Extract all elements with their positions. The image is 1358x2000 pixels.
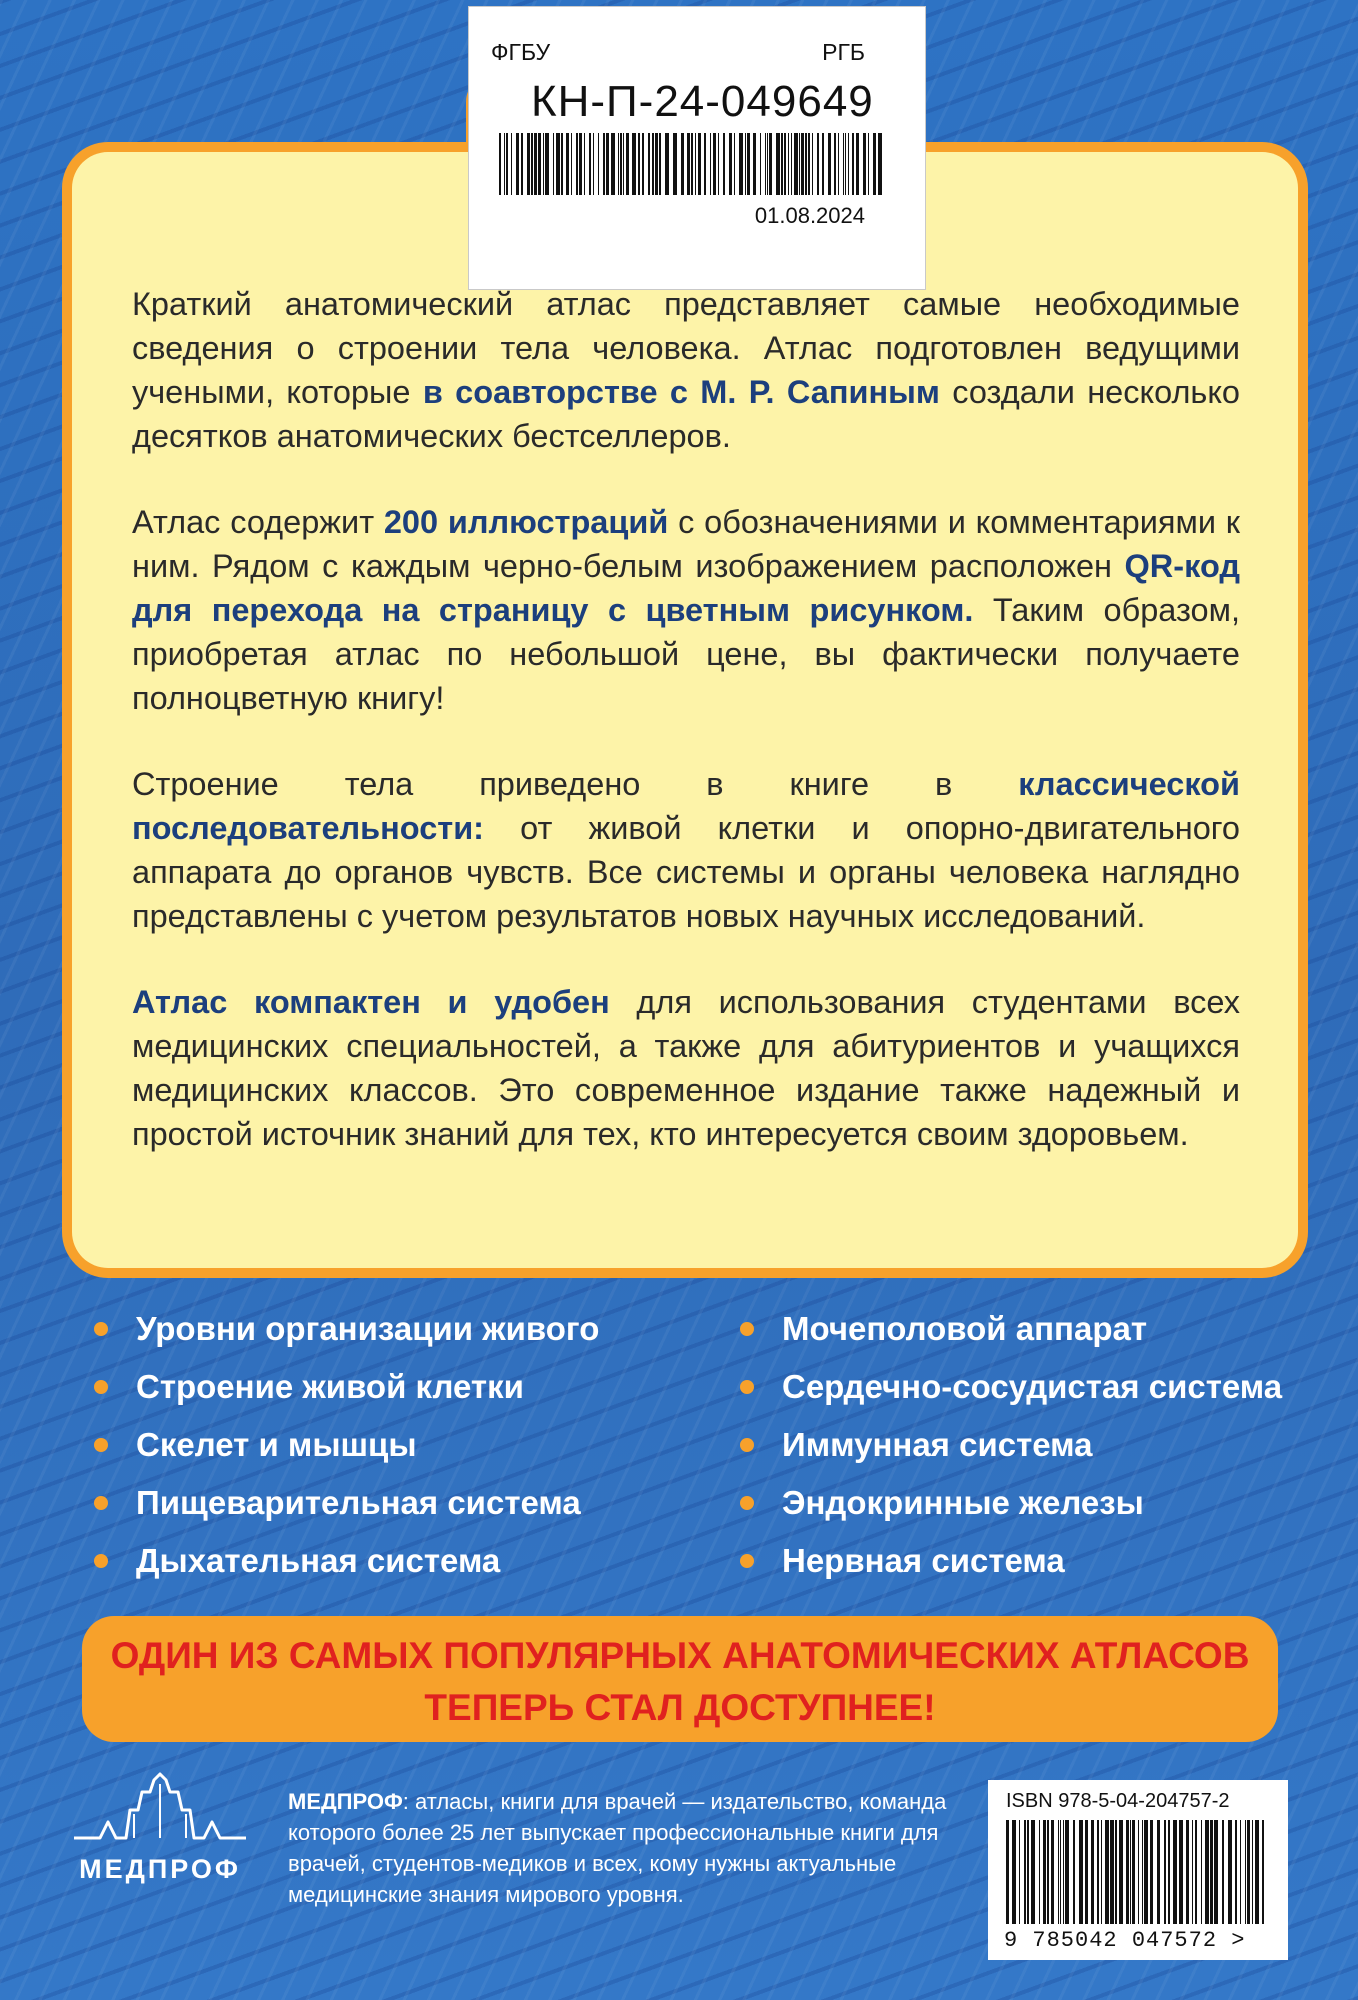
barcode-bar [506,133,508,195]
barcode-bar [713,133,716,195]
description-paragraph-1: Краткий анатомический атлас представляет самые необходимые сведения о строении тела человека. Атлас подготовлен ведущими учеными, которые в соавторстве с М. Р. Сапиным создали несколько десятков анатомических бестселлеров. [132,286,1240,454]
promo-banner [82,1616,1278,1742]
barcode-bar [504,133,505,195]
barcode-bar [856,133,859,195]
bullet-icon [94,1322,108,1336]
barcode-bar [801,133,804,195]
sticker-barcode [499,133,889,195]
barcode-bar [794,133,798,195]
barcode-bar [822,133,824,195]
barcode-bar [1063,1820,1064,1924]
barcode-bar [776,133,780,195]
barcode-bar [1130,1820,1131,1924]
barcode-bar [655,133,658,195]
topic-item: Мочеполовой аппарат [740,1300,1282,1358]
barcode-bar [556,133,560,195]
isbn-barcode [1006,1820,1270,1924]
barcode-bar [1262,1820,1264,1924]
barcode-bar [1031,1820,1035,1924]
barcode-bar [620,133,622,195]
barcode-bar [1051,1820,1054,1924]
barcode-bar [1115,1820,1117,1924]
banner-line-1: ОДИН ИЗ САМЫХ ПОПУЛЯРНЫХ АНАТОМИЧЕСКИХ АТЛАСОВ [110,1635,1250,1676]
barcode-bar [652,133,654,195]
barcode-bar [781,133,783,195]
bullet-icon [94,1554,108,1568]
barcode-bar [1047,1820,1049,1924]
barcode-bar [1012,1820,1016,1924]
barcode-bar [527,133,530,195]
topic-item: Эндокринные железы [740,1474,1282,1532]
barcode-bar [1027,1820,1029,1924]
barcode-bar [566,133,569,195]
barcode-bar [1091,1820,1094,1924]
barcode-bar [1126,1820,1129,1924]
barcode-bar [1205,1820,1209,1924]
barcode-bar [747,133,750,195]
barcode-bar [734,133,735,195]
barcode-bar [553,133,554,195]
barcode-bar [812,133,813,195]
barcode-bar [1235,1820,1237,1924]
barcode-bar [1222,1820,1224,1924]
bullet-icon [740,1554,754,1568]
barcode-bar [648,133,650,195]
barcode-bar [626,133,629,195]
bullet-icon [740,1496,754,1510]
barcode-bar [1168,1820,1170,1924]
bullet-icon [94,1380,108,1394]
barcode-bar [665,133,669,195]
illustrations-highlight: 200 иллюстраций [383,504,669,540]
topic-item: Скелет и мышцы [94,1416,599,1474]
barcode-bar [589,133,591,195]
barcode-bar [1228,1820,1232,1924]
bullet-icon [740,1438,754,1452]
barcode-bar [805,133,807,195]
barcode-bar [799,133,800,195]
barcode-bar [845,133,846,195]
barcode-bar [593,133,594,195]
barcode-bar [1065,1820,1069,1924]
description-paragraph-4: Атлас компактен и удобен для использования студентами всех медицинских специальностей, а также для абитуриентов и учащихся медицинских классов. Это современное издание также надежный и простой источник знаний для тех, кто интересуется своим здоровьем. [132,984,1240,1152]
topic-item: Нервная система [740,1532,1282,1590]
coauthor-highlight: в соавторстве с М. Р. Сапиным [422,374,940,410]
barcode-bar [718,133,719,195]
barcode-bar [868,133,869,195]
barcode-bar [784,133,786,195]
barcode-bar [769,133,772,195]
barcode-bar [1186,1820,1189,1924]
barcode-bar [1024,1820,1026,1924]
isbn-block [988,1780,1288,1960]
barcode-bar [834,133,836,195]
barcode-bar [698,133,701,195]
publisher-logo [70,1770,250,1885]
barcode-bar [1173,1820,1177,1924]
topic-item: Дыхательная система [94,1532,599,1590]
sticker-code: КН-П-24-049649 [531,77,874,126]
logo-text: МЕДПРОФ [79,1854,241,1884]
barcode-bar [534,133,537,195]
sequence-highlight: классической последовательности: [132,766,1240,846]
barcode-bar [1006,1820,1009,1924]
bullet-icon [94,1438,108,1452]
sticker-org: ФГБУ [491,39,551,65]
barcode-bar [1195,1820,1197,1924]
barcode-bar [623,133,624,195]
barcode-bar [695,133,696,195]
barcode-bar [1210,1820,1213,1924]
barcode-bar [1105,1820,1109,1924]
barcode-bar [710,133,711,195]
topic-item: Сердечно-сосудистая система [740,1358,1282,1416]
barcode-bar [638,133,640,195]
barcode-bar [1138,1820,1139,1924]
barcode-bar [521,133,523,195]
barcode-bar [642,133,644,195]
barcode-bar [1157,1820,1160,1924]
barcode-bar [1101,1820,1102,1924]
barcode-bar [873,133,876,195]
barcode-bar [729,133,732,195]
barcode-bar [1252,1820,1253,1924]
topic-item: Уровни организации живого [94,1300,599,1358]
barcode-bar [499,133,501,195]
barcode-bar [760,133,761,195]
barcode-bar [1119,1820,1123,1924]
publisher-name: МЕДПРОФ [288,1789,403,1814]
description-paragraph-3: Строение тела приведено в книге в классической последовательности: от живой клетки и опорно-двигательного аппарата до органов чувств. Все системы и органы человека наглядно представлены с учетом результатов новых научных исследований. [132,766,1240,934]
barcode-bar [611,133,615,195]
barcode-bar [681,133,684,195]
barcode-bar [808,133,810,195]
barcode-bar [1164,1820,1166,1924]
compact-highlight: Атлас компактен и удобен [132,984,610,1020]
publisher-info [288,1786,978,1910]
topics-right-column [740,1300,1282,1590]
barcode-bar [1214,1820,1218,1924]
barcode-bar [878,133,882,195]
topic-item: Строение живой клетки [94,1358,599,1416]
barcode-bar [1073,1820,1075,1924]
barcode-bar [571,133,572,195]
barcode-bar [1132,1820,1135,1924]
publisher-description: : атласы, книги для врачей — издательство, команда которого более 25 лет выпускает профессиональные книги для врачей, студентов-медиков и всех, кому нужны актуальные медицинские знания мирового уровня. [288,1789,947,1907]
isbn-label: ISBN 978-5-04-204757-2 [1006,1790,1230,1812]
barcode-bar [545,133,549,195]
barcode-bar [561,133,563,195]
barcode-bar [1179,1820,1183,1924]
bullet-icon [94,1496,108,1510]
barcode-bar [1097,1820,1099,1924]
barcode-bar [531,133,533,195]
banner-line-2: ТЕПЕРЬ СТАЛ ДОСТУПНЕЕ! [424,1687,936,1728]
barcode-bar [1142,1820,1143,1924]
barcode-bar [1079,1820,1083,1924]
barcode-bar [817,133,819,195]
barcode-bar [1085,1820,1088,1924]
description-text [132,282,1240,1198]
barcode-bar [863,133,866,195]
barcode-bar [516,133,519,195]
barcode-bar [788,133,789,195]
barcode-bar [618,133,619,195]
barcode-bar [1058,1820,1059,1924]
bullet-icon [740,1380,754,1394]
topics-left-column [94,1300,599,1590]
barcode-bar [704,133,706,195]
barcode-bar [1144,1820,1148,1924]
barcode-bar [1192,1820,1193,1924]
bullet-icon [740,1322,754,1336]
barcode-bar [828,133,831,195]
isbn-digits: 9 785042 047572 > [1004,1928,1246,1953]
qr-highlight: QR-код для перехода на страницу с цветным рисунком. [132,548,1240,628]
sticker-date: 01.08.2024 [754,203,865,228]
barcode-bar [1043,1820,1046,1924]
barcode-bar [606,133,609,195]
barcode-bar [691,133,693,195]
city-skyline-icon [70,1770,250,1850]
barcode-bar [852,133,854,195]
barcode-bar [538,133,541,195]
barcode-bar [767,133,768,195]
barcode-bar [765,133,766,195]
barcode-bar [1060,1820,1061,1924]
barcode-bar [838,133,839,195]
barcode-bar [745,133,746,195]
barcode-bar [843,133,844,195]
barcode-bar [791,133,792,195]
barcode-bar [1150,1820,1153,1924]
barcode-bar [576,133,578,195]
topic-item: Иммунная система [740,1416,1282,1474]
barcode-bar [673,133,677,195]
barcode-bar [632,133,636,195]
barcode-bar [848,133,849,195]
library-sticker [468,6,926,290]
barcode-bar [579,133,582,195]
barcode-bar [1110,1820,1114,1924]
barcode-bar [603,133,605,195]
barcode-bar [687,133,690,195]
barcode-bar [1019,1820,1020,1924]
description-paragraph-2: Атлас содержит 200 иллюстраций с обозначениями и комментариями к ним. Рядом с каждым черно-белым изображением расположен QR-код для перехода на страницу с цветным рисунком. Таким образом, приобретая атлас по небольшой цене, вы фактически получаете полноцветную книгу! [132,504,1241,716]
barcode-bar [1255,1820,1259,1924]
barcode-bar [1039,1820,1040,1924]
barcode-bar [659,133,661,195]
topic-item: Пищеварительная система [94,1474,599,1532]
barcode-bar [753,133,756,195]
barcode-bar [739,133,743,195]
barcode-bar [584,133,585,195]
barcode-bar [1240,1820,1241,1924]
barcode-bar [543,133,544,195]
barcode-bar [1247,1820,1250,1924]
barcode-bar [598,133,599,195]
barcode-bar [1245,1820,1246,1924]
barcode-bar [511,133,512,195]
barcode-bar [1201,1820,1202,1924]
sticker-library: РГБ [822,39,865,65]
barcode-bar [723,133,725,195]
